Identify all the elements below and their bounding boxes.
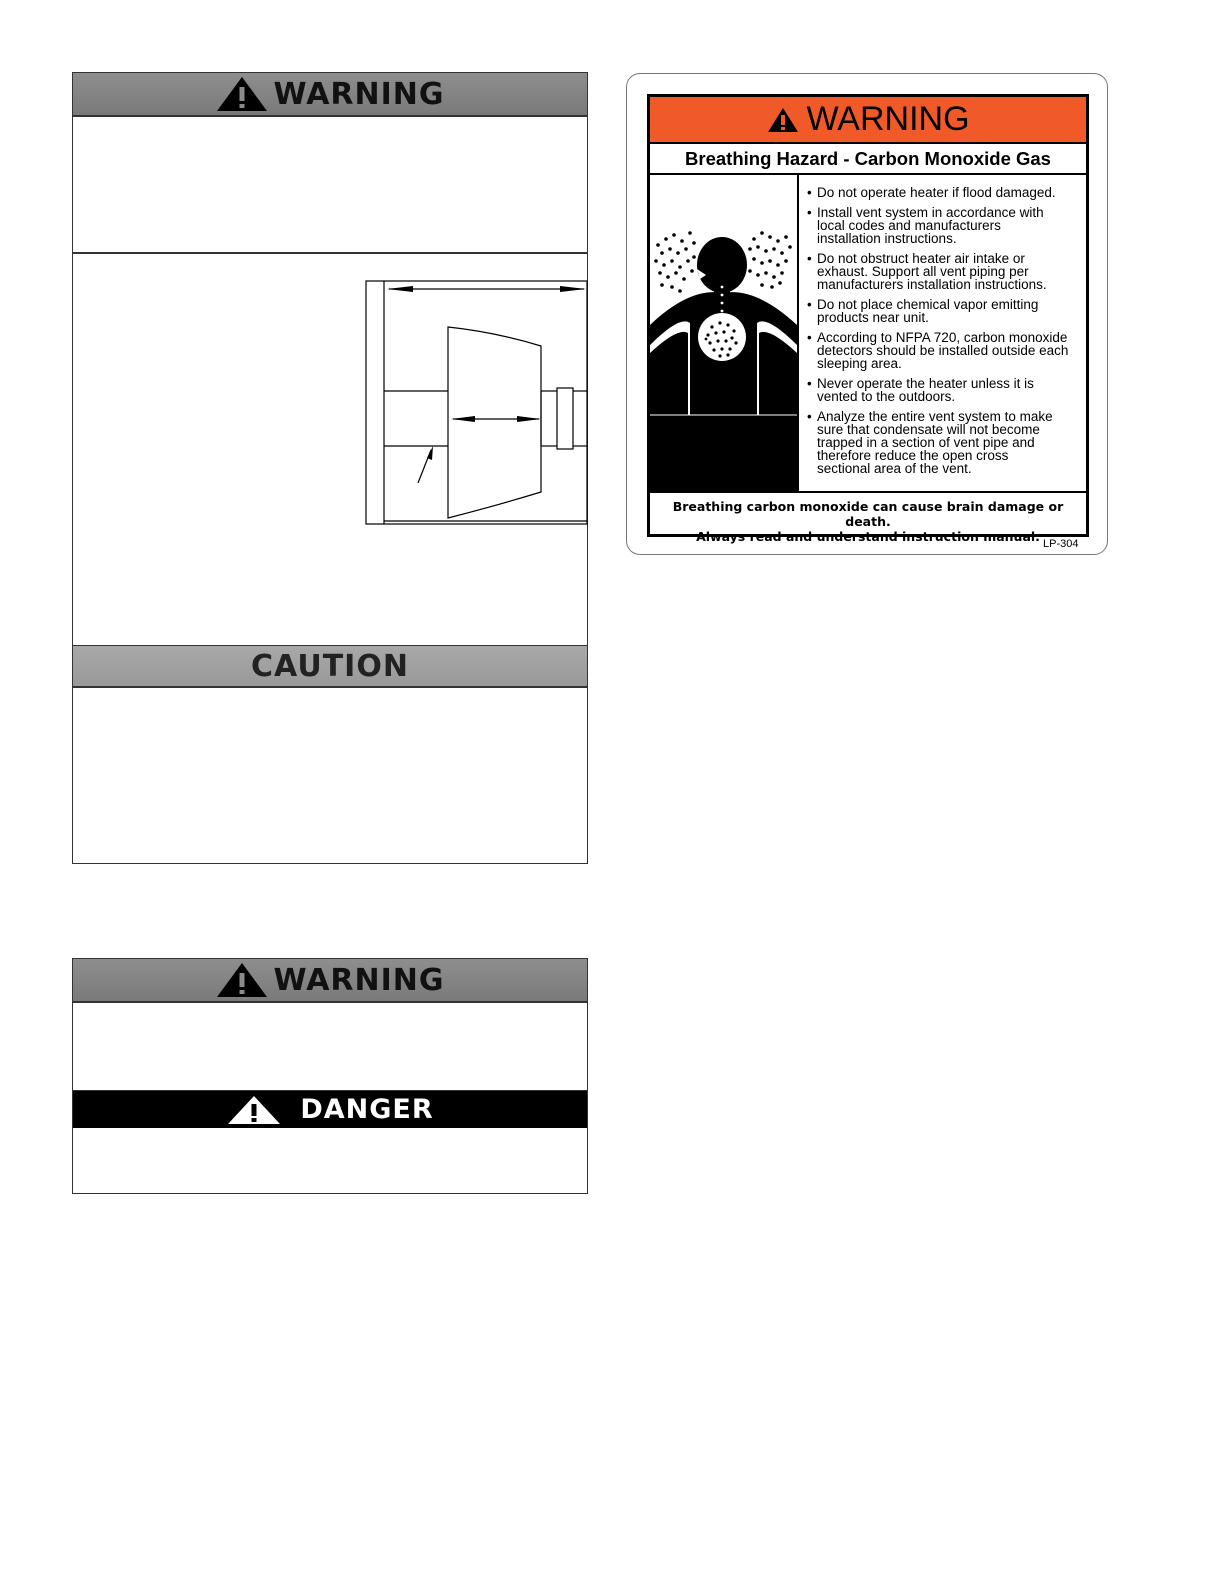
danger-box [72,1090,588,1194]
vent-diagram-panel [72,253,588,646]
label-bullet: • Do not obstruct heater air intake or exhaust. Support all vent piping per manufacturers installation instructions. [807,252,1089,291]
label-footer-line-1: Breathing carbon monoxide can cause brain damage or death. [672,499,1064,529]
warning-triangle-icon [766,106,800,134]
warning-triangle-icon [215,961,269,999]
warning-header-1 [73,73,587,117]
label-bullet: • Install vent system in accordance with local codes and manufacturers installation instructions. [807,206,1089,245]
label-bullet: • Never operate the heater unless it is vented to the outdoors. [807,377,1089,403]
co-breathing-hazard-pictogram [650,175,797,491]
label-bullet: • Analyze the entire vent system to make sure that condensate will not become trapped in a section of vent pipe and therefore reduce the open cross sectional area of the vent. [807,410,1089,475]
danger-header-text: DANGER [300,1094,434,1125]
label-footer-line-2: Always read and understand instruction manual. [696,529,1040,544]
vent-termination-diagram [365,280,589,526]
caution-box [72,645,588,864]
label-bullet: • Do not place chemical vapor emitting products near unit. [807,298,1089,324]
warning-header-text-2: WARNING [273,962,445,998]
warning-box-2 [72,958,588,1091]
danger-triangle-icon [226,1094,282,1126]
label-column-divider [797,175,799,491]
warning-triangle-icon [215,75,269,113]
caution-header-text: CAUTION [251,648,409,684]
label-bullet: • Do not operate heater if flood damaged. [807,186,1089,199]
warning-header-text-1: WARNING [273,76,445,112]
label-warning-header-text: WARNING [806,100,970,138]
label-code: LP-304 [1043,538,1079,550]
caution-header [73,646,587,688]
label-subtitle: Breathing Hazard - Carbon Monoxide Gas [650,144,1086,175]
label-bullet-list [807,186,1089,482]
co-warning-label [626,73,1108,555]
warning-header-2 [73,959,587,1003]
label-bullet: • According to NFPA 720, carbon monoxide detectors should be installed outside each sleeping area. [807,331,1089,370]
danger-header [73,1091,587,1128]
warning-box-1 [72,72,588,253]
label-warning-header [650,97,1086,144]
